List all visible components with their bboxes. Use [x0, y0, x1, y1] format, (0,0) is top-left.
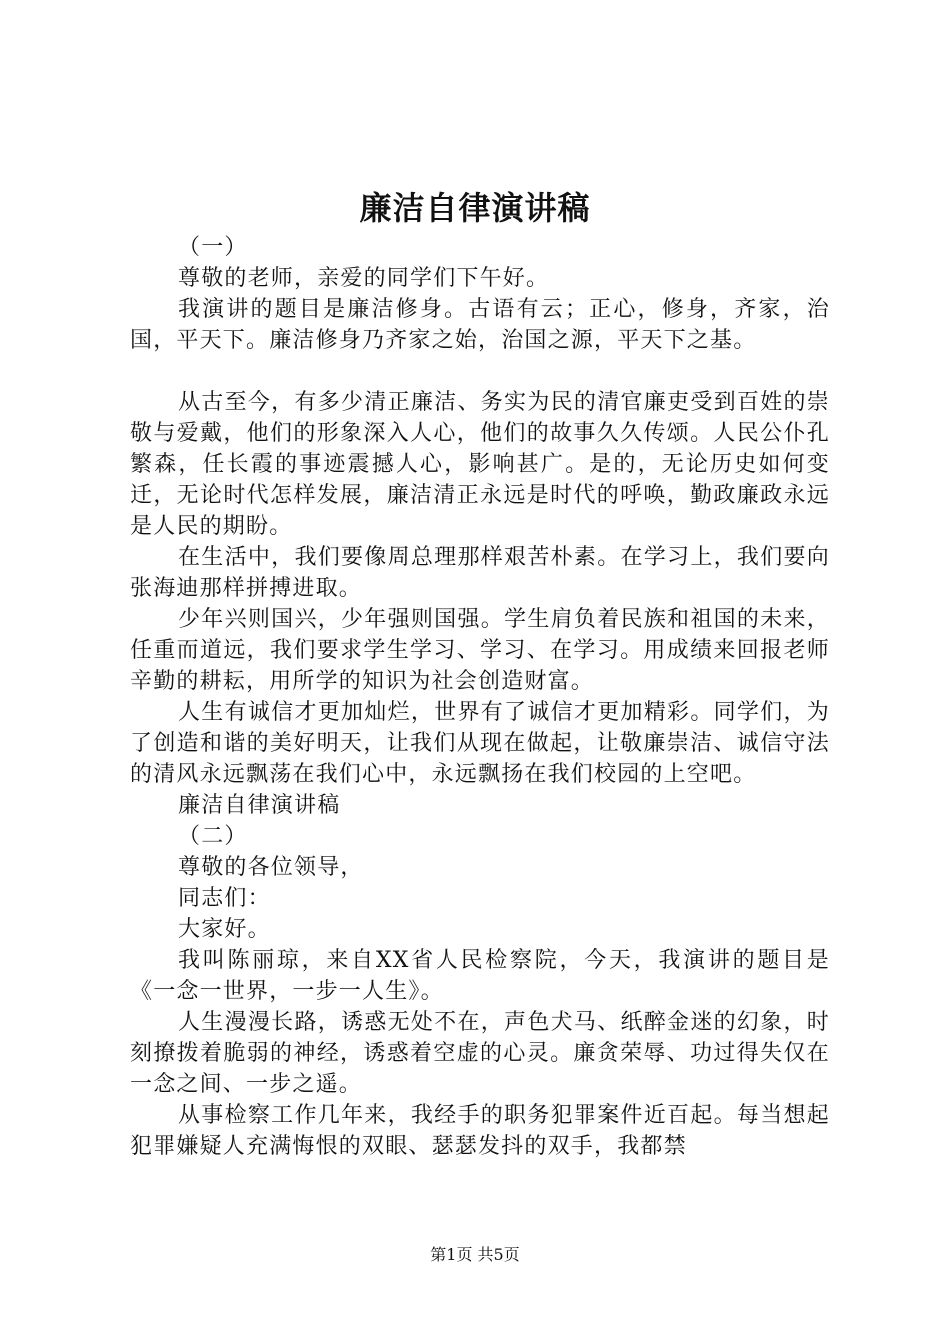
body-paragraph: 少年兴则国兴，少年强则国强。学生肩负着民族和祖国的未来，任重而道远，我们要求学生学习、学习、在学习。用成绩来回报老师辛勤的耕耘，用所学的知识为社会创造财富。	[130, 607, 830, 694]
body-paragraph: 我叫陈丽琼，来自XX省人民检察院，今天，我演讲的题目是《一念一世界，一步一人生》。	[130, 948, 830, 1004]
body-paragraph: 从古至今，有多少清正廉洁、务实为民的清官廉吏受到百姓的崇敬与爱戴，他们的形象深入人心，他们的故事久久传颂。人民公仆孔繁森，任长霞的事迹震撼人心，影响甚广。是的，无论历史如何变迁，无论时代怎样发展，廉洁清正永远是时代的呼唤，勤政廉政永远是人民的期盼。	[130, 390, 830, 539]
body-paragraph: 从事检察工作几年来，我经手的职务犯罪案件近百起。每当想起犯罪嫌疑人充满悔恨的双眼、瑟瑟发抖的双手，我都禁	[130, 1103, 830, 1159]
body-paragraph: 人生有诚信才更加灿烂，世界有了诚信才更加精彩。同学们，为了创造和谐的美好明天，让我们从现在做起，让敬廉崇洁、诚信守法的清风永远飘荡在我们心中，永远飘扬在我们校园的上空吧。	[130, 700, 830, 787]
page-number-footer: 第1页 共5页	[430, 1245, 520, 1264]
document-title: 廉洁自律演讲稿	[359, 189, 591, 227]
salutation-line: 尊敬的各位领导，	[178, 855, 364, 880]
document-body	[130, 232, 830, 1162]
body-paragraph: 我演讲的题目是廉洁修身。古语有云；正心，修身，齐家，治国，平天下。廉洁修身乃齐家之始，治国之源，平天下之基。	[130, 297, 830, 353]
section-marker-1: （一）	[178, 235, 248, 260]
body-paragraph: 人生漫漫长路，诱惑无处不在，声色犬马、纸醉金迷的幻象，时刻撩拨着脆弱的神经，诱惑着空虚的心灵。廉贪荣辱、功过得失仅在一念之间、一步之遥。	[130, 1010, 830, 1097]
greeting-line: 大家好。	[178, 917, 271, 942]
section-marker-2: （二）	[178, 824, 248, 849]
greeting-paragraph: 尊敬的老师，亲爱的同学们下午好。	[178, 266, 550, 291]
body-paragraph: 在生活中，我们要像周总理那样艰苦朴素。在学习上，我们要向张海迪那样拼搏进取。	[130, 545, 830, 601]
section-heading: 廉洁自律演讲稿	[178, 793, 341, 818]
salutation-line: 同志们：	[178, 886, 271, 911]
